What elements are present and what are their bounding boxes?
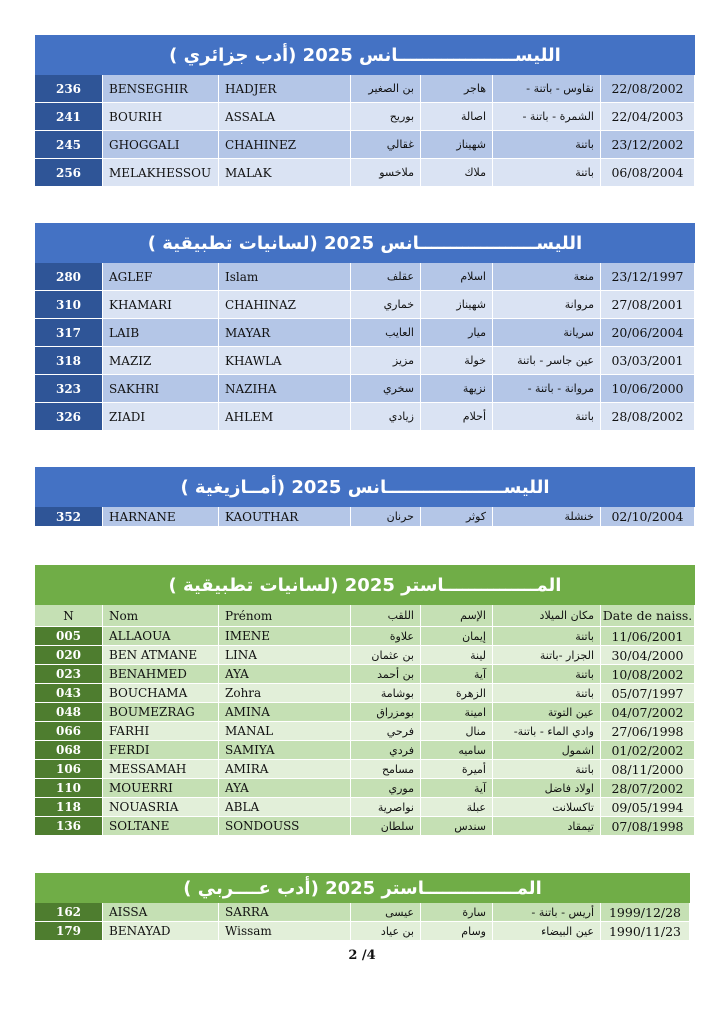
prenom-cell: CHAHINAZ [219,291,351,318]
prenom-cell: ASSALA [219,103,351,130]
ism-cell: سندس [421,817,493,835]
laqab-cell: بن الصغير [351,75,421,102]
birthdate-cell: 1990/11/23 [601,922,690,940]
birthplace-cell: باتنة [493,159,601,186]
nom-cell: ZIADI [103,403,219,430]
section-licence-amazighia [35,467,695,527]
table-row [35,131,695,159]
table-row [35,347,695,375]
prenom-cell: Prénom [219,605,351,626]
section-title-bar [35,467,695,507]
row-number: 280 [35,263,103,290]
row-number: 256 [35,159,103,186]
ism-cell: آية [421,779,493,797]
birthplace-cell: وادي الماء - باتنة- [493,722,601,740]
table-row [35,684,695,703]
row-number: 323 [35,375,103,402]
nom-cell: AISSA [103,903,219,921]
table-row [35,741,695,760]
table-row [35,703,695,722]
birthdate-cell: 28/08/2002 [601,403,695,430]
table-row [35,375,695,403]
row-number: 318 [35,347,103,374]
laqab-cell: علاوة [351,627,421,645]
nom-cell: SOLTANE [103,817,219,835]
table-header-row [35,605,695,627]
laqab-cell: غقالي [351,131,421,158]
prenom-cell: KHAWLA [219,347,351,374]
laqab-cell: بن عياد [351,922,421,940]
table-row [35,507,695,527]
ism-cell: اصالة [421,103,493,130]
table-row [35,159,695,187]
prenom-cell: Islam [219,263,351,290]
section-licence-lisaniyat [35,223,695,431]
prenom-cell: AHLEM [219,403,351,430]
row-number: 023 [35,665,103,683]
nom-cell: AGLEF [103,263,219,290]
ism-cell: سارة [421,903,493,921]
table-body [35,605,695,836]
nom-cell: MELAKHESSOU [103,159,219,186]
nom-cell: SAKHRI [103,375,219,402]
prenom-cell: MALAK [219,159,351,186]
table-row [35,798,695,817]
birthplace-cell: مروانة - باتنة - [493,375,601,402]
prenom-cell: NAZIHA [219,375,351,402]
ism-cell: عبلة [421,798,493,816]
table-row [35,291,695,319]
table-row [35,627,695,646]
laqab-cell: خماري [351,291,421,318]
birthdate-cell: 23/12/2002 [601,131,695,158]
laqab-cell: بن أحمد [351,665,421,683]
ism-cell: نزيهة [421,375,493,402]
row-number: 136 [35,817,103,835]
birthdate-cell: 1999/12/28 [601,903,690,921]
laqab-cell: اللقب [351,605,421,626]
row-number: 118 [35,798,103,816]
nom-cell: KHAMARI [103,291,219,318]
row-number: 162 [35,903,103,921]
birthdate-cell: 20/06/2004 [601,319,695,346]
birthplace-cell: الشمرة - باتنة - [493,103,601,130]
birthdate-cell: 28/07/2002 [601,779,695,797]
laqab-cell: موري [351,779,421,797]
table-body [35,75,695,187]
laqab-cell: بوشامة [351,684,421,702]
section-title-bar [35,223,695,263]
ism-cell: كوثر [421,507,493,526]
row-number: 326 [35,403,103,430]
birthplace-cell: مكان الميلاد [493,605,601,626]
table-row [35,646,695,665]
prenom-cell: Zohra [219,684,351,702]
birthplace-cell: باتنة [493,760,601,778]
laqab-cell: عقلف [351,263,421,290]
laqab-cell: سلطان [351,817,421,835]
ism-cell: خولة [421,347,493,374]
row-number: 068 [35,741,103,759]
birthdate-cell: 11/06/2001 [601,627,695,645]
birthplace-cell: مروانة [493,291,601,318]
birthplace-cell: تيمقاد [493,817,601,835]
prenom-cell: AMIRA [219,760,351,778]
laqab-cell: عيسى [351,903,421,921]
nom-cell: FARHI [103,722,219,740]
section-title: المـــــــــــــــاستر 2025 (لسانيات تطبيقية ) [168,574,562,596]
row-number: 005 [35,627,103,645]
nom-cell: MESSAMAH [103,760,219,778]
row-number: 245 [35,131,103,158]
nom-cell: NOUASRIA [103,798,219,816]
birthplace-cell: باتنة [493,684,601,702]
section-title-bar [35,35,695,75]
prenom-cell: AMINA [219,703,351,721]
table-row [35,903,690,922]
table-body [35,903,690,941]
nom-cell: LAIB [103,319,219,346]
laqab-cell: فردي [351,741,421,759]
section-title: الليســـــــــــــــــــانس 2025 (لسانيات تطبيقية ) [147,232,583,254]
row-number: 020 [35,646,103,664]
prenom-cell: SAMIYA [219,741,351,759]
birthdate-cell: 04/07/2002 [601,703,695,721]
birthdate-cell: 07/08/1998 [601,817,695,835]
birthplace-cell: باتنة [493,627,601,645]
nom-cell: BEN ATMANE [103,646,219,664]
nom-cell: FERDI [103,741,219,759]
laqab-cell: نواصرية [351,798,421,816]
section-title-bar [35,565,695,605]
prenom-cell: LINA [219,646,351,664]
birthplace-cell: منعة [493,263,601,290]
table-row [35,722,695,741]
ism-cell: أحلام [421,403,493,430]
prenom-cell: ABLA [219,798,351,816]
ism-cell: منال [421,722,493,740]
nom-cell: BENAYAD [103,922,219,940]
birthplace-cell: باتنة [493,665,601,683]
prenom-cell: HADJER [219,75,351,102]
page-number: 2 /4 [348,948,376,963]
nom-cell: BOUMEZRAG [103,703,219,721]
table-row [35,103,695,131]
birthdate-cell: 02/10/2004 [601,507,695,526]
birthdate-cell: 06/08/2004 [601,159,695,186]
row-number: 241 [35,103,103,130]
row-number: 317 [35,319,103,346]
row-number: N [35,605,103,626]
table-row [35,779,695,798]
row-number: 066 [35,722,103,740]
ism-cell: إيمان [421,627,493,645]
birthdate-cell: 05/07/1997 [601,684,695,702]
birthdate-cell: 27/08/2001 [601,291,695,318]
nom-cell: HARNANE [103,507,219,526]
row-number: 236 [35,75,103,102]
ism-cell: الإسم [421,605,493,626]
prenom-cell: AYA [219,665,351,683]
birthdate-cell: 10/08/2002 [601,665,695,683]
ism-cell: شهيناز [421,131,493,158]
laqab-cell: بومزراق [351,703,421,721]
ism-cell: وسام [421,922,493,940]
laqab-cell: بن عثمان [351,646,421,664]
nom-cell: BOUCHAMA [103,684,219,702]
birthplace-cell: عين جاسر - باتنة [493,347,601,374]
nom-cell: ALLAOUA [103,627,219,645]
table-row [35,403,695,431]
laqab-cell: مسامح [351,760,421,778]
birthplace-cell: سريانة [493,319,601,346]
prenom-cell: MANAL [219,722,351,740]
birthplace-cell: باتنة [493,403,601,430]
ism-cell: اسلام [421,263,493,290]
section-master-adab-arabi [35,873,690,941]
row-number: 106 [35,760,103,778]
nom-cell: MOUERRI [103,779,219,797]
ism-cell: ملاك [421,159,493,186]
nom-cell: GHOGGALI [103,131,219,158]
ism-cell: امينة [421,703,493,721]
row-number: 048 [35,703,103,721]
row-number: 043 [35,684,103,702]
birthdate-cell: 03/03/2001 [601,347,695,374]
table-row [35,760,695,779]
prenom-cell: SONDOUSS [219,817,351,835]
row-number: 352 [35,507,103,526]
ism-cell: الزهرة [421,684,493,702]
row-number: 110 [35,779,103,797]
ism-cell: لينة [421,646,493,664]
birthplace-cell: نقاوس - باتنة - [493,75,601,102]
birthdate-cell: 23/12/1997 [601,263,695,290]
birthplace-cell: أريس - باتنة - [493,903,601,921]
birthplace-cell: باتنة [493,131,601,158]
row-number: 179 [35,922,103,940]
laqab-cell: حرنان [351,507,421,526]
section-title: المـــــــــــــــاستر 2025 (أدب عــــربي ) [183,877,542,899]
ism-cell: شهيناز [421,291,493,318]
table-row [35,75,695,103]
birthdate-cell: 27/06/1998 [601,722,695,740]
birthdate-cell: 22/04/2003 [601,103,695,130]
nom-cell: Nom [103,605,219,626]
laqab-cell: فرحي [351,722,421,740]
nom-cell: MAZIZ [103,347,219,374]
laqab-cell: ملاخسو [351,159,421,186]
section-master-lisaniyat [35,565,695,836]
ism-cell: ميار [421,319,493,346]
laqab-cell: سخري [351,375,421,402]
birthplace-cell: خنشلة [493,507,601,526]
prenom-cell: IMENE [219,627,351,645]
table-row [35,817,695,836]
table-row [35,922,690,941]
birthplace-cell: تاكسلانت [493,798,601,816]
laqab-cell: بوريح [351,103,421,130]
laqab-cell: زيادي [351,403,421,430]
table-body [35,263,695,431]
nom-cell: BENSEGHIR [103,75,219,102]
birthdate-cell: 22/08/2002 [601,75,695,102]
birthdate-cell: 09/05/1994 [601,798,695,816]
prenom-cell: KAOUTHAR [219,507,351,526]
laqab-cell: العايب [351,319,421,346]
section-title: الليســـــــــــــــــــانس 2025 (أمــازيغية ) [180,476,550,498]
ism-cell: هاجر [421,75,493,102]
birthplace-cell: اولاد فاضل [493,779,601,797]
ism-cell: آية [421,665,493,683]
prenom-cell: SARRA [219,903,351,921]
prenom-cell: MAYAR [219,319,351,346]
section-licence-adab-jazairi [35,35,695,187]
table-row [35,319,695,347]
laqab-cell: مزيز [351,347,421,374]
prenom-cell: CHAHINEZ [219,131,351,158]
section-title: الليســـــــــــــــــــانس 2025 (أدب جزائري ) [169,44,561,66]
birthplace-cell: عين البيضاء [493,922,601,940]
row-number: 310 [35,291,103,318]
table-body [35,507,695,527]
birthplace-cell: الجزار -باتنة [493,646,601,664]
table-row [35,665,695,684]
nom-cell: BENAHMED [103,665,219,683]
birthdate-cell: 01/02/2002 [601,741,695,759]
ism-cell: أميرة [421,760,493,778]
nom-cell: BOURIH [103,103,219,130]
birthdate-cell: 10/06/2000 [601,375,695,402]
birthplace-cell: عين التوتة [493,703,601,721]
birthdate-cell: 30/04/2000 [601,646,695,664]
section-title-bar [35,873,690,903]
birthplace-cell: اشمول [493,741,601,759]
birthdate-cell: Date de naiss. [601,605,695,626]
table-row [35,263,695,291]
prenom-cell: AYA [219,779,351,797]
ism-cell: ساميه [421,741,493,759]
prenom-cell: Wissam [219,922,351,940]
birthdate-cell: 08/11/2000 [601,760,695,778]
